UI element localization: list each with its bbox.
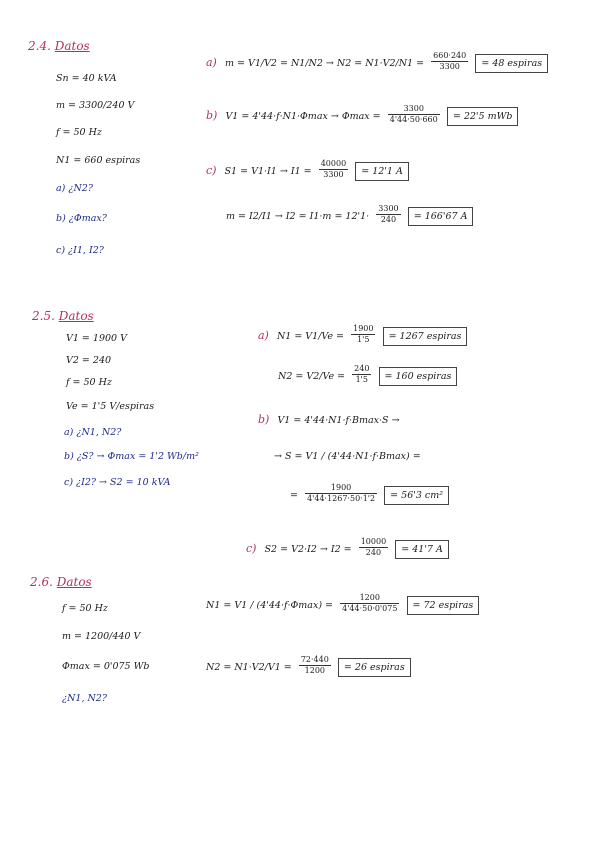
given-title: Datos	[58, 309, 94, 323]
equation-row	[246, 538, 449, 557]
given-item: Φmax = 0'075 Wb	[62, 661, 150, 672]
numerator: 1200	[340, 594, 399, 604]
given-item: f = 50 Hz	[56, 127, 102, 138]
denominator: 4'44·50·0'075	[342, 604, 398, 613]
fraction	[340, 594, 399, 613]
result-box: = 72 espiras	[407, 596, 480, 615]
fraction	[305, 484, 377, 503]
unknown-item: b) ¿S? → Φmax = 1'2 Wb/m²	[64, 451, 199, 462]
fraction	[376, 205, 400, 224]
numerator: 3300	[388, 105, 440, 115]
denominator: 240	[365, 548, 382, 557]
unknown-item: c) ¿I1, I2?	[56, 245, 104, 256]
given-item: Sn = 40 kVA	[56, 73, 117, 84]
denominator: 4'44·50·660	[389, 115, 438, 124]
problem-header	[28, 40, 90, 52]
equation-row	[206, 52, 548, 71]
equation-row	[258, 410, 400, 426]
equation-lhs: S2 = V2·I2 → I2 =	[264, 544, 352, 555]
result-box: = 166'67 A	[408, 207, 474, 226]
part-label: c)	[246, 542, 257, 555]
given-item: f = 50 Hz	[62, 603, 108, 614]
problem-header	[30, 576, 92, 588]
equation-lhs: → S = V1 / (4'44·N1·f·Bmax) =	[274, 451, 421, 462]
numerator: 10000	[360, 537, 387, 546]
problem-number: 2.5.	[32, 309, 55, 323]
denominator: 1'5	[355, 375, 368, 384]
problem-header	[32, 310, 94, 322]
part-label: a)	[206, 56, 217, 69]
fraction	[319, 160, 348, 179]
equation-row	[206, 160, 409, 179]
unknown-item: ¿N1, N2?	[62, 693, 107, 704]
given-item: V2 = 240	[66, 355, 112, 366]
result-box: = 1267 espiras	[383, 327, 468, 346]
result-box: = 56'3 cm²	[384, 486, 449, 505]
numerator: 40000	[320, 159, 347, 168]
given-item: m = 1200/440 V	[62, 631, 141, 642]
equation-row	[206, 594, 479, 613]
result-box: = 26 espiras	[338, 658, 411, 677]
result-box: = 160 espiras	[379, 367, 458, 386]
part-label: c)	[206, 164, 217, 177]
result-box: = 41'7 A	[395, 540, 449, 559]
equation-lhs: N1 = V1/Ve =	[276, 331, 345, 342]
given-title: Datos	[56, 575, 92, 589]
equation-lhs: m = I2/I1 → I2 = I1·m = 12'1·	[226, 211, 370, 222]
fraction	[299, 656, 331, 675]
equation-lhs: N1 = V1 / (4'44·f·Φmax) =	[206, 600, 334, 611]
equation-row	[290, 484, 449, 503]
equation-row	[206, 656, 411, 675]
result-box: = 22'5 mWb	[447, 107, 519, 126]
denominator: 4'44·1267·50·1'2	[307, 494, 376, 503]
equation-row	[226, 205, 473, 224]
equation-row	[258, 325, 467, 344]
equation-lhs: m = V1/V2 = N1/N2 → N2 = N1·V2/N1 =	[224, 58, 425, 69]
given-item: Ve = 1'5 V/espiras	[66, 401, 155, 412]
equation-row	[278, 365, 457, 384]
part-label: a)	[258, 329, 269, 342]
fraction	[388, 105, 440, 124]
fraction	[351, 325, 375, 344]
numerator: 72·440	[300, 655, 329, 664]
fraction	[359, 538, 388, 557]
unknown-item: c) ¿I2? → S2 = 10 kVA	[64, 477, 171, 488]
fraction	[431, 52, 468, 71]
numerator: 240	[354, 364, 370, 373]
numerator: 1900	[353, 324, 374, 333]
denominator: 1'5	[357, 335, 370, 344]
given-title: Datos	[54, 39, 90, 53]
unknown-item: b) ¿Φmax?	[56, 213, 107, 224]
result-box: = 48 espiras	[475, 54, 548, 73]
given-item: V1 = 1900 V	[66, 333, 127, 344]
equation-lhs: =	[290, 490, 298, 501]
denominator: 1200	[304, 666, 325, 675]
equation-row	[274, 446, 421, 462]
denominator: 3300	[323, 170, 344, 179]
given-item: N1 = 660 espiras	[56, 155, 141, 166]
part-label: b)	[206, 109, 218, 122]
unknown-item: a) ¿N1, N2?	[64, 427, 122, 438]
numerator: 3300	[378, 204, 399, 213]
equation-lhs: V1 = 4'44·N1·f·Bmax·S →	[277, 415, 400, 426]
result-box: = 12'1 A	[355, 162, 409, 181]
problem-number: 2.4.	[28, 39, 51, 53]
equation-row	[206, 105, 518, 124]
numerator: 1900	[305, 484, 377, 494]
equation-lhs: N2 = N1·V2/V1 =	[206, 662, 292, 673]
equation-lhs: S1 = V1·I1 → I1 =	[224, 166, 312, 177]
denominator: 240	[380, 215, 397, 224]
equation-lhs: V1 = 4'44·f·N1·Φmax → Φmax =	[225, 111, 381, 122]
unknown-item: a) ¿N2?	[56, 183, 93, 194]
fraction	[352, 365, 371, 384]
problem-number: 2.6.	[30, 575, 53, 589]
denominator: 3300	[439, 62, 460, 71]
part-label: b)	[258, 413, 270, 426]
numerator: 660·240	[433, 51, 467, 60]
equation-lhs: N2 = V2/Ve =	[278, 371, 346, 382]
given-item: f = 50 Hz	[66, 377, 112, 388]
given-item: m = 3300/240 V	[56, 100, 135, 111]
